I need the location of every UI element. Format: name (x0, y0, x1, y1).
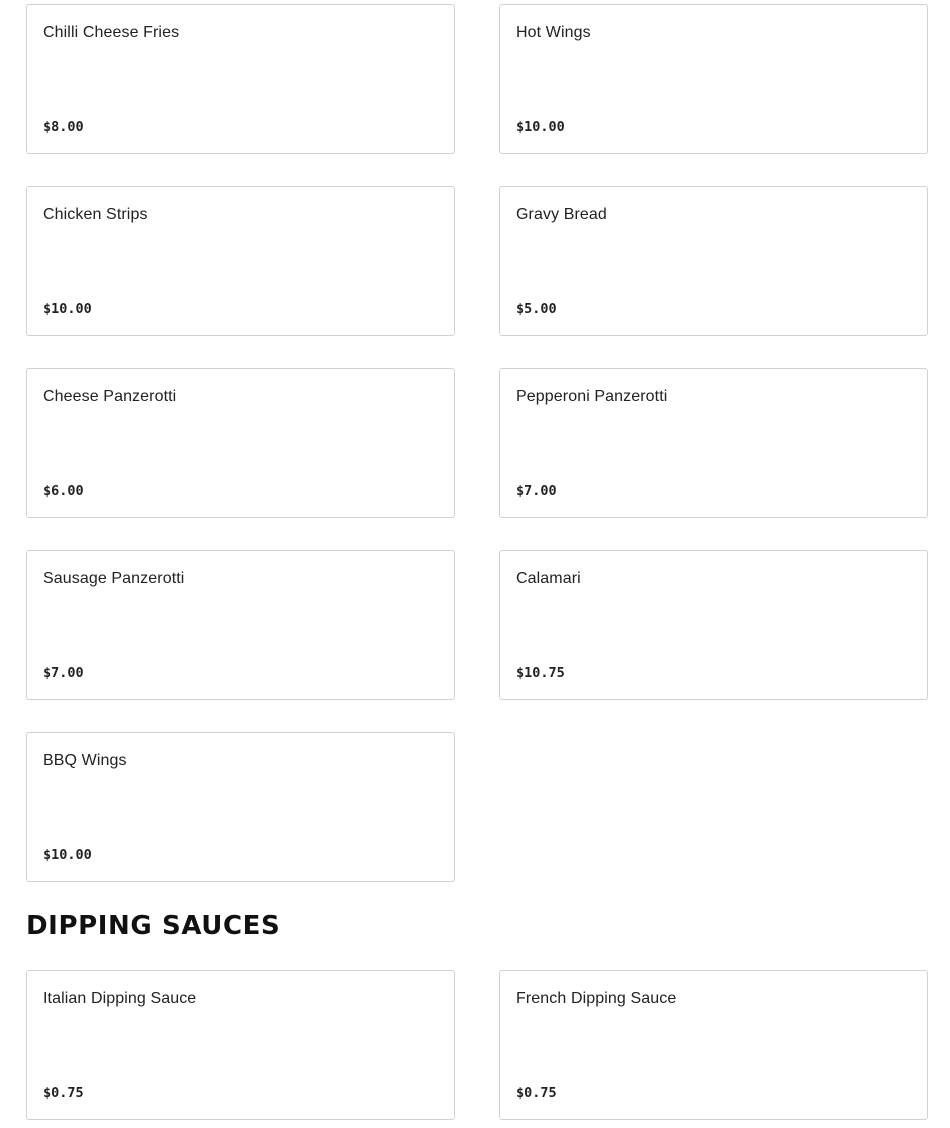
menu-item-name: Cheese Panzerotti (43, 388, 177, 405)
menu-item-card-pepperoni-panzerotti[interactable] (499, 368, 928, 518)
menu-item-card-cheese-panzerotti[interactable] (26, 368, 455, 518)
dipping-sauces-grid (26, 970, 928, 1120)
menu-item-name: Chilli Cheese Fries (43, 24, 180, 41)
menu-item-price: $7.00 (43, 665, 84, 681)
menu-item-card-hot-wings[interactable] (499, 4, 928, 154)
menu-item-price: $5.00 (516, 301, 557, 317)
menu-item-name: Calamari (516, 570, 581, 587)
menu-item-price: $10.75 (516, 665, 565, 681)
menu-item-price: $10.00 (43, 301, 92, 317)
menu-item-card-french-dipping-sauce[interactable] (499, 970, 928, 1120)
menu-item-card-chilli-cheese-fries[interactable] (26, 4, 455, 154)
menu-item-name: Sausage Panzerotti (43, 570, 185, 587)
menu-item-card-calamari[interactable] (499, 550, 928, 700)
menu-item-name: Gravy Bread (516, 206, 607, 223)
menu-item-card-chicken-strips[interactable] (26, 186, 455, 336)
menu-item-price: $10.00 (516, 119, 565, 135)
menu-item-price: $0.75 (43, 1085, 84, 1101)
menu-item-price: $8.00 (43, 119, 84, 135)
menu-item-name: BBQ Wings (43, 752, 127, 769)
menu-item-card-italian-dipping-sauce[interactable] (26, 970, 455, 1120)
menu-item-name: Hot Wings (516, 24, 591, 41)
menu-items-grid (26, 4, 928, 882)
menu-item-card-bbq-wings[interactable] (26, 732, 455, 882)
menu-item-price: $10.00 (43, 847, 92, 863)
menu-item-name: Pepperoni Panzerotti (516, 388, 668, 405)
menu-item-name: French Dipping Sauce (516, 990, 677, 1007)
menu-item-card-gravy-bread[interactable] (499, 186, 928, 336)
menu-item-price: $0.75 (516, 1085, 557, 1101)
menu-item-price: $7.00 (516, 483, 557, 499)
section-title-dipping-sauces: DIPPING SAUCES (26, 911, 281, 941)
menu-item-name: Italian Dipping Sauce (43, 990, 197, 1007)
menu-item-name: Chicken Strips (43, 206, 148, 223)
menu-item-price: $6.00 (43, 483, 84, 499)
menu-item-card-sausage-panzerotti[interactable] (26, 550, 455, 700)
